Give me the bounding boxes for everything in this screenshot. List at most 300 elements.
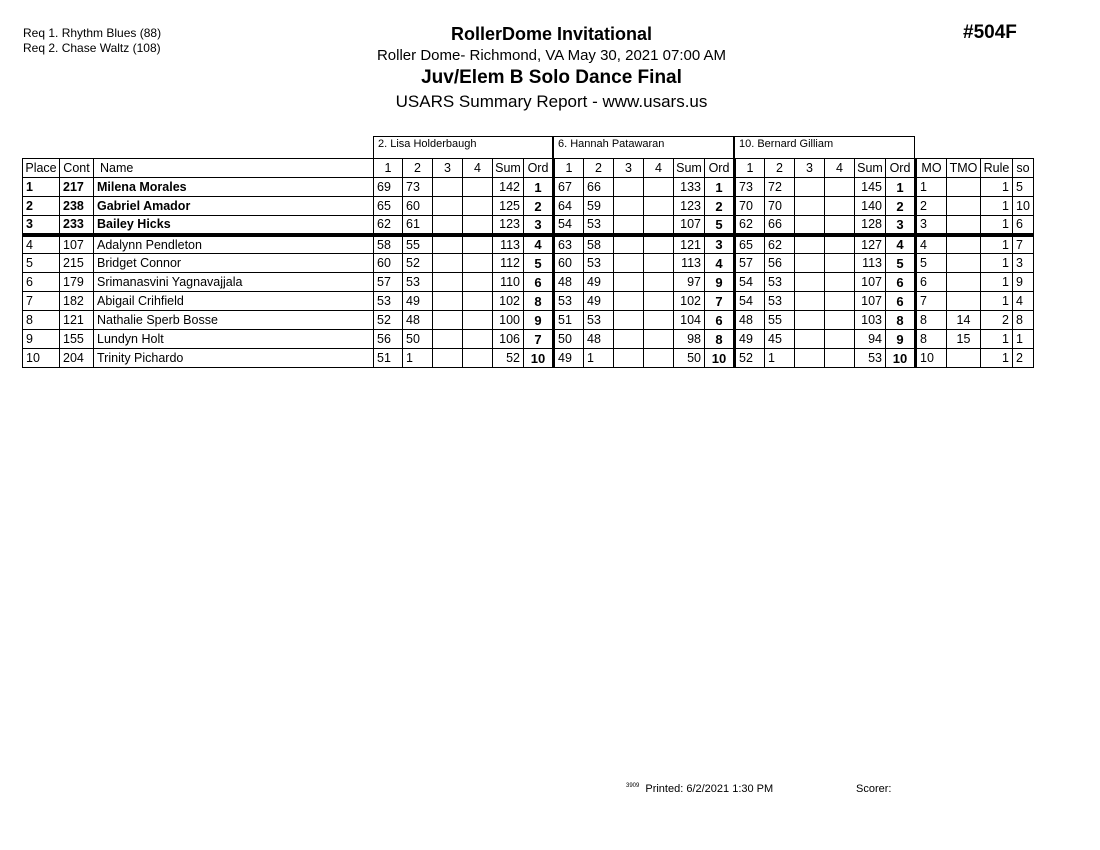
col-j1-s3: 3 xyxy=(433,159,463,178)
col-cont: Cont xyxy=(60,159,94,178)
col-j2-s4: 4 xyxy=(644,159,674,178)
judge-3-ordinal-cell: 4 xyxy=(886,235,916,254)
judge-1-sum-cell: 100 xyxy=(493,311,524,330)
tmo-cell xyxy=(947,235,981,254)
judge-2-score-3-cell xyxy=(614,273,644,292)
judge-1-score-3-cell xyxy=(433,349,463,368)
judge-1-score-1-cell: 51 xyxy=(374,349,403,368)
judge-1-ordinal-cell: 7 xyxy=(524,330,554,349)
judge-1-score-4-cell xyxy=(463,197,493,216)
judge-1-score-3-cell xyxy=(433,178,463,197)
judge-2-score-4-cell xyxy=(644,235,674,254)
col-j2-s2: 2 xyxy=(584,159,614,178)
judge-2-score-2-cell: 48 xyxy=(584,330,614,349)
judge-1-score-2-cell: 61 xyxy=(403,216,433,235)
contestant-number-cell: 217 xyxy=(60,178,94,197)
rule-cell: 1 xyxy=(981,235,1013,254)
skater-name-cell: Milena Morales xyxy=(94,178,374,197)
judge-header-1: 2. Lisa Holderbaugh xyxy=(373,136,553,158)
judge-3-score-1-cell: 49 xyxy=(735,330,765,349)
judge-2-score-1-cell: 51 xyxy=(554,311,584,330)
col-j3-s2: 2 xyxy=(765,159,795,178)
judge-1-score-3-cell xyxy=(433,273,463,292)
mo-cell: 1 xyxy=(916,178,947,197)
judge-3-ordinal-cell: 10 xyxy=(886,349,916,368)
judge-1-score-4-cell xyxy=(463,254,493,273)
judge-1-score-1-cell: 58 xyxy=(374,235,403,254)
col-j2-ord: Ord xyxy=(705,159,735,178)
judge-2-score-4-cell xyxy=(644,197,674,216)
judge-3-score-4-cell xyxy=(825,292,855,311)
judge-3-score-1-cell: 73 xyxy=(735,178,765,197)
judge-1-score-3-cell xyxy=(433,330,463,349)
judge-2-score-2-cell: 49 xyxy=(584,292,614,311)
col-name: Name xyxy=(94,159,374,178)
judge-2-score-1-cell: 53 xyxy=(554,292,584,311)
report-header xyxy=(300,22,803,114)
judge-3-score-2-cell: 53 xyxy=(765,273,795,292)
judge-3-ordinal-cell: 8 xyxy=(886,311,916,330)
results-body xyxy=(23,178,1034,368)
judge-1-score-2-cell: 55 xyxy=(403,235,433,254)
judge-2-sum-cell: 50 xyxy=(674,349,705,368)
judge-3-score-3-cell xyxy=(795,292,825,311)
table-row xyxy=(23,349,1034,368)
judge-3-score-2-cell: 56 xyxy=(765,254,795,273)
place-cell: 2 xyxy=(23,197,60,216)
judge-2-score-1-cell: 54 xyxy=(554,216,584,235)
judge-2-ordinal-cell: 7 xyxy=(705,292,735,311)
place-cell: 10 xyxy=(23,349,60,368)
table-row xyxy=(23,235,1034,254)
skater-name-cell: Bridget Connor xyxy=(94,254,374,273)
table-row xyxy=(23,178,1034,197)
contestant-number-cell: 204 xyxy=(60,349,94,368)
scorer-label: Scorer: xyxy=(856,783,892,795)
judge-1-score-1-cell: 62 xyxy=(374,216,403,235)
col-j3-s4: 4 xyxy=(825,159,855,178)
judge-3-ordinal-cell: 9 xyxy=(886,330,916,349)
judge-2-sum-cell: 104 xyxy=(674,311,705,330)
judge-1-score-4-cell xyxy=(463,216,493,235)
judge-3-sum-cell: 127 xyxy=(855,235,886,254)
mo-cell: 5 xyxy=(916,254,947,273)
contestant-number-cell: 179 xyxy=(60,273,94,292)
judge-1-sum-cell: 112 xyxy=(493,254,524,273)
judge-2-score-2-cell: 58 xyxy=(584,235,614,254)
col-j2-s3: 3 xyxy=(614,159,644,178)
mo-cell: 2 xyxy=(916,197,947,216)
judge-2-sum-cell: 123 xyxy=(674,197,705,216)
judge-1-score-2-cell: 50 xyxy=(403,330,433,349)
version-mark: 3909 xyxy=(626,783,640,790)
judge-2-score-3-cell xyxy=(614,178,644,197)
contestant-number-cell: 155 xyxy=(60,330,94,349)
tmo-cell xyxy=(947,216,981,235)
judge-3-score-3-cell xyxy=(795,330,825,349)
judge-1-score-4-cell xyxy=(463,330,493,349)
judge-1-score-1-cell: 56 xyxy=(374,330,403,349)
judge-2-score-4-cell xyxy=(644,349,674,368)
column-header-row xyxy=(23,159,1034,178)
judge-2-score-1-cell: 49 xyxy=(554,349,584,368)
contestant-number-cell: 107 xyxy=(60,235,94,254)
skate-order-cell: 4 xyxy=(1013,292,1034,311)
judge-3-sum-cell: 145 xyxy=(855,178,886,197)
skater-name-cell: Adalynn Pendleton xyxy=(94,235,374,254)
judge-2-score-3-cell xyxy=(614,292,644,311)
judge-3-score-1-cell: 62 xyxy=(735,216,765,235)
judge-3-sum-cell: 107 xyxy=(855,292,886,311)
col-rule: Rule xyxy=(981,159,1013,178)
judge-1-score-1-cell: 52 xyxy=(374,311,403,330)
col-j3-ord: Ord xyxy=(886,159,916,178)
rule-cell: 1 xyxy=(981,254,1013,273)
judge-1-score-3-cell xyxy=(433,292,463,311)
col-so: so xyxy=(1013,159,1034,178)
mo-cell: 3 xyxy=(916,216,947,235)
judge-2-score-2-cell: 49 xyxy=(584,273,614,292)
judge-1-sum-cell: 113 xyxy=(493,235,524,254)
judge-3-ordinal-cell: 2 xyxy=(886,197,916,216)
tmo-cell xyxy=(947,254,981,273)
judge-2-score-4-cell xyxy=(644,254,674,273)
table-row xyxy=(23,330,1034,349)
contestant-number-cell: 121 xyxy=(60,311,94,330)
judge-2-sum-cell: 98 xyxy=(674,330,705,349)
mo-cell: 7 xyxy=(916,292,947,311)
rule-cell: 1 xyxy=(981,216,1013,235)
judge-1-score-1-cell: 65 xyxy=(374,197,403,216)
judge-1-score-2-cell: 52 xyxy=(403,254,433,273)
judge-2-score-2-cell: 66 xyxy=(584,178,614,197)
place-cell: 7 xyxy=(23,292,60,311)
col-j3-s3: 3 xyxy=(795,159,825,178)
judge-1-score-2-cell: 60 xyxy=(403,197,433,216)
judge-2-sum-cell: 97 xyxy=(674,273,705,292)
judge-2-score-1-cell: 48 xyxy=(554,273,584,292)
skate-order-cell: 3 xyxy=(1013,254,1034,273)
judge-3-ordinal-cell: 6 xyxy=(886,273,916,292)
place-cell: 9 xyxy=(23,330,60,349)
judge-3-score-2-cell: 72 xyxy=(765,178,795,197)
judge-3-score-3-cell xyxy=(795,178,825,197)
table-row xyxy=(23,273,1034,292)
judge-3-score-4-cell xyxy=(825,349,855,368)
judge-3-score-3-cell xyxy=(795,273,825,292)
judge-3-score-4-cell xyxy=(825,330,855,349)
judge-2-score-2-cell: 53 xyxy=(584,311,614,330)
contestant-number-cell: 238 xyxy=(60,197,94,216)
judge-2-score-1-cell: 67 xyxy=(554,178,584,197)
judge-3-sum-cell: 94 xyxy=(855,330,886,349)
col-tmo: TMO xyxy=(947,159,981,178)
judge-1-score-4-cell xyxy=(463,235,493,254)
judge-2-ordinal-cell: 8 xyxy=(705,330,735,349)
judge-1-sum-cell: 106 xyxy=(493,330,524,349)
judge-3-score-1-cell: 70 xyxy=(735,197,765,216)
judge-1-score-4-cell xyxy=(463,311,493,330)
contestant-number-cell: 233 xyxy=(60,216,94,235)
judge-2-sum-cell: 121 xyxy=(674,235,705,254)
place-cell: 5 xyxy=(23,254,60,273)
place-cell: 6 xyxy=(23,273,60,292)
col-j1-ord: Ord xyxy=(524,159,554,178)
place-cell: 8 xyxy=(23,311,60,330)
judge-1-sum-cell: 125 xyxy=(493,197,524,216)
col-j1-s4: 4 xyxy=(463,159,493,178)
contestant-number-cell: 182 xyxy=(60,292,94,311)
judge-2-ordinal-cell: 6 xyxy=(705,311,735,330)
judge-3-score-2-cell: 1 xyxy=(765,349,795,368)
judge-2-sum-cell: 102 xyxy=(674,292,705,311)
judge-1-ordinal-cell: 2 xyxy=(524,197,554,216)
skate-order-cell: 10 xyxy=(1013,197,1034,216)
requirements-list xyxy=(23,26,161,56)
judge-2-ordinal-cell: 1 xyxy=(705,178,735,197)
judge-1-ordinal-cell: 1 xyxy=(524,178,554,197)
judge-1-score-2-cell: 53 xyxy=(403,273,433,292)
judge-3-score-2-cell: 45 xyxy=(765,330,795,349)
judge-1-score-1-cell: 69 xyxy=(374,178,403,197)
col-j1-s2: 2 xyxy=(403,159,433,178)
judge-3-score-1-cell: 57 xyxy=(735,254,765,273)
judge-2-score-3-cell xyxy=(614,216,644,235)
judge-3-sum-cell: 140 xyxy=(855,197,886,216)
judge-1-sum-cell: 52 xyxy=(493,349,524,368)
tmo-cell xyxy=(947,273,981,292)
judge-3-score-4-cell xyxy=(825,311,855,330)
judge-1-score-3-cell xyxy=(433,254,463,273)
judge-3-ordinal-cell: 1 xyxy=(886,178,916,197)
judge-1-ordinal-cell: 10 xyxy=(524,349,554,368)
judge-header-3: 10. Bernard Gilliam xyxy=(734,136,915,158)
skate-order-cell: 5 xyxy=(1013,178,1034,197)
judge-header-2: 6. Hannah Patawaran xyxy=(553,136,734,158)
mo-cell: 10 xyxy=(916,349,947,368)
judge-3-sum-cell: 107 xyxy=(855,273,886,292)
printed-timestamp: Printed: 6/2/2021 1:30 PM xyxy=(645,783,774,795)
table-row xyxy=(23,292,1034,311)
event-title: Juv/Elem B Solo Dance Final xyxy=(421,67,682,88)
col-j3-s1: 1 xyxy=(735,159,765,178)
mo-cell: 6 xyxy=(916,273,947,292)
judge-3-score-3-cell xyxy=(795,235,825,254)
judge-2-score-1-cell: 50 xyxy=(554,330,584,349)
judge-2-score-4-cell xyxy=(644,311,674,330)
judge-1-score-2-cell: 49 xyxy=(403,292,433,311)
judge-1-ordinal-cell: 3 xyxy=(524,216,554,235)
judge-3-score-4-cell xyxy=(825,235,855,254)
mo-cell: 4 xyxy=(916,235,947,254)
skater-name-cell: Bailey Hicks xyxy=(94,216,374,235)
requirement-1: Req 1. Rhythm Blues (88) xyxy=(23,26,162,40)
judge-1-score-1-cell: 53 xyxy=(374,292,403,311)
judge-1-score-1-cell: 57 xyxy=(374,273,403,292)
judge-1-sum-cell: 123 xyxy=(493,216,524,235)
place-cell: 1 xyxy=(23,178,60,197)
judge-2-ordinal-cell: 4 xyxy=(705,254,735,273)
event-code: #504F xyxy=(963,22,1017,43)
judge-3-score-1-cell: 54 xyxy=(735,292,765,311)
judge-1-score-1-cell: 60 xyxy=(374,254,403,273)
judge-3-sum-cell: 128 xyxy=(855,216,886,235)
judge-2-score-4-cell xyxy=(644,178,674,197)
judge-3-score-3-cell xyxy=(795,349,825,368)
col-place: Place xyxy=(23,159,60,178)
col-j1-sum: Sum xyxy=(493,159,524,178)
judge-3-score-1-cell: 52 xyxy=(735,349,765,368)
skater-name-cell: Nathalie Sperb Bosse xyxy=(94,311,374,330)
place-cell: 4 xyxy=(23,235,60,254)
table-row xyxy=(23,197,1034,216)
judge-3-sum-cell: 53 xyxy=(855,349,886,368)
judge-3-ordinal-cell: 3 xyxy=(886,216,916,235)
judge-3-score-2-cell: 66 xyxy=(765,216,795,235)
report-title: USARS Summary Report - www.usars.us xyxy=(395,92,708,111)
rule-cell: 1 xyxy=(981,197,1013,216)
tmo-cell: 14 xyxy=(947,311,981,330)
skate-order-cell: 6 xyxy=(1013,216,1034,235)
judge-3-score-4-cell xyxy=(825,254,855,273)
judge-2-score-2-cell: 53 xyxy=(584,216,614,235)
judge-1-score-4-cell xyxy=(463,349,493,368)
skater-name-cell: Abigail Crihfield xyxy=(94,292,374,311)
skate-order-cell: 2 xyxy=(1013,349,1034,368)
judge-3-score-4-cell xyxy=(825,178,855,197)
judge-3-score-2-cell: 53 xyxy=(765,292,795,311)
results-table xyxy=(22,158,1034,368)
judge-3-sum-cell: 103 xyxy=(855,311,886,330)
tmo-cell xyxy=(947,349,981,368)
judge-1-ordinal-cell: 9 xyxy=(524,311,554,330)
judge-1-ordinal-cell: 5 xyxy=(524,254,554,273)
judge-1-score-2-cell: 73 xyxy=(403,178,433,197)
judge-3-ordinal-cell: 6 xyxy=(886,292,916,311)
judge-3-sum-cell: 113 xyxy=(855,254,886,273)
judge-3-score-2-cell: 70 xyxy=(765,197,795,216)
rule-cell: 1 xyxy=(981,330,1013,349)
judge-2-ordinal-cell: 2 xyxy=(705,197,735,216)
contestant-number-cell: 215 xyxy=(60,254,94,273)
skate-order-cell: 8 xyxy=(1013,311,1034,330)
judge-3-score-1-cell: 54 xyxy=(735,273,765,292)
judge-2-score-2-cell: 59 xyxy=(584,197,614,216)
mo-cell: 8 xyxy=(916,330,947,349)
judge-2-sum-cell: 133 xyxy=(674,178,705,197)
judge-3-score-3-cell xyxy=(795,197,825,216)
judge-3-score-4-cell xyxy=(825,273,855,292)
location-date: Roller Dome- Richmond, VA May 30, 2021 07:00 AM xyxy=(376,47,727,64)
judge-2-score-4-cell xyxy=(644,330,674,349)
skate-order-cell: 7 xyxy=(1013,235,1034,254)
judge-2-score-3-cell xyxy=(614,349,644,368)
judge-2-score-4-cell xyxy=(644,292,674,311)
table-row xyxy=(23,216,1034,235)
judge-1-sum-cell: 102 xyxy=(493,292,524,311)
judge-2-score-1-cell: 60 xyxy=(554,254,584,273)
skater-name-cell: Srimanasvini Yagnavajjala xyxy=(94,273,374,292)
judge-1-score-3-cell xyxy=(433,311,463,330)
judge-3-score-2-cell: 62 xyxy=(765,235,795,254)
requirement-2: Req 2. Chase Waltz (108) xyxy=(23,41,161,55)
rule-cell: 2 xyxy=(981,311,1013,330)
skater-name-cell: Lundyn Holt xyxy=(94,330,374,349)
judge-2-ordinal-cell: 5 xyxy=(705,216,735,235)
skate-order-cell: 1 xyxy=(1013,330,1034,349)
judge-3-score-4-cell xyxy=(825,216,855,235)
skater-name-cell: Gabriel Amador xyxy=(94,197,374,216)
judge-1-score-2-cell: 48 xyxy=(403,311,433,330)
skate-order-cell: 9 xyxy=(1013,273,1034,292)
judge-3-score-3-cell xyxy=(795,254,825,273)
rule-cell: 1 xyxy=(981,292,1013,311)
rule-cell: 1 xyxy=(981,273,1013,292)
judge-2-ordinal-cell: 10 xyxy=(705,349,735,368)
place-cell: 3 xyxy=(23,216,60,235)
rule-cell: 1 xyxy=(981,349,1013,368)
judge-3-score-3-cell xyxy=(795,311,825,330)
judge-1-score-4-cell xyxy=(463,292,493,311)
judge-1-score-2-cell: 1 xyxy=(403,349,433,368)
judge-1-score-3-cell xyxy=(433,216,463,235)
judge-3-score-3-cell xyxy=(795,216,825,235)
judge-2-ordinal-cell: 3 xyxy=(705,235,735,254)
judge-2-score-4-cell xyxy=(644,273,674,292)
table-row xyxy=(23,311,1034,330)
judge-1-ordinal-cell: 8 xyxy=(524,292,554,311)
judge-3-score-4-cell xyxy=(825,197,855,216)
judge-2-score-3-cell xyxy=(614,235,644,254)
tmo-cell: 15 xyxy=(947,330,981,349)
table-row xyxy=(23,254,1034,273)
col-j1-s1: 1 xyxy=(374,159,403,178)
judge-2-score-3-cell xyxy=(614,254,644,273)
judge-1-score-3-cell xyxy=(433,235,463,254)
judge-2-sum-cell: 107 xyxy=(674,216,705,235)
judge-2-score-1-cell: 64 xyxy=(554,197,584,216)
judge-2-score-3-cell xyxy=(614,311,644,330)
tmo-cell xyxy=(947,292,981,311)
col-mo: MO xyxy=(916,159,947,178)
competition-title: RollerDome Invitational xyxy=(450,24,653,44)
judge-1-ordinal-cell: 6 xyxy=(524,273,554,292)
judge-1-sum-cell: 110 xyxy=(493,273,524,292)
judge-2-score-2-cell: 1 xyxy=(584,349,614,368)
judge-3-score-1-cell: 65 xyxy=(735,235,765,254)
col-j2-sum: Sum xyxy=(674,159,705,178)
rule-cell: 1 xyxy=(981,178,1013,197)
skater-name-cell: Trinity Pichardo xyxy=(94,349,374,368)
judge-1-score-4-cell xyxy=(463,178,493,197)
judge-2-score-1-cell: 63 xyxy=(554,235,584,254)
judge-2-score-3-cell xyxy=(614,330,644,349)
judge-1-ordinal-cell: 4 xyxy=(524,235,554,254)
col-j2-s1: 1 xyxy=(554,159,584,178)
judge-1-sum-cell: 142 xyxy=(493,178,524,197)
col-j3-sum: Sum xyxy=(855,159,886,178)
print-info xyxy=(626,783,773,795)
judge-2-score-3-cell xyxy=(614,197,644,216)
tmo-cell xyxy=(947,178,981,197)
judge-1-score-3-cell xyxy=(433,197,463,216)
judge-3-ordinal-cell: 5 xyxy=(886,254,916,273)
tmo-cell xyxy=(947,197,981,216)
mo-cell: 8 xyxy=(916,311,947,330)
judge-2-ordinal-cell: 9 xyxy=(705,273,735,292)
judge-3-score-1-cell: 48 xyxy=(735,311,765,330)
judge-3-score-2-cell: 55 xyxy=(765,311,795,330)
